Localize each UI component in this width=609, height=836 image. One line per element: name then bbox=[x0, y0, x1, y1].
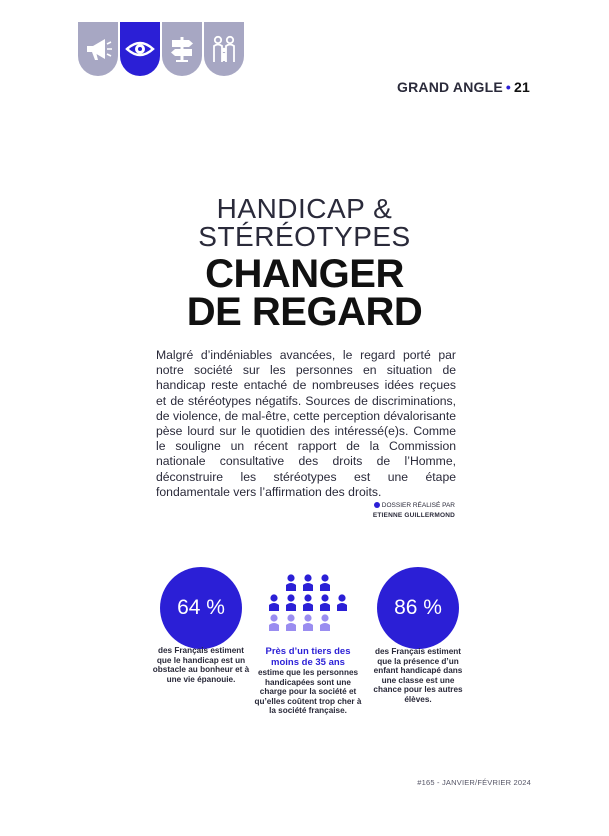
headline-line-1: CHANGER bbox=[205, 252, 404, 296]
eye-icon bbox=[120, 22, 160, 76]
section-header bbox=[397, 79, 530, 95]
people-figures-icon bbox=[266, 572, 352, 638]
person-figure bbox=[286, 574, 296, 591]
intro-paragraph: Malgré d’indéniables avancées, le regard porté par notre société sur les personnes en situation de handicap reste entaché de nombreuses idées reçues et de stéréotypes négatifs. Sources de discriminations, de violence, de mal-être, cette perception dévalorisante pèse lourd sur le quotidien des intéressé(e)s. Comme le souligne un récent rapport de la Commission nationale consultative des droits de l’Homme, déconstruire les stéréotypes est une étape fondamentale vers l’affirmation des droits. bbox=[156, 348, 456, 499]
stat-1-text: des Français estiment que le handicap est un obstacle au bonheur et à une vie épanouie. bbox=[152, 646, 250, 684]
person-figure bbox=[286, 594, 296, 611]
person-figure bbox=[269, 614, 279, 631]
page-number: 21 bbox=[514, 79, 530, 95]
person-figure bbox=[303, 594, 313, 611]
stat-2-text: estime que les personnes handicapées sont une charge pour la société et qu’elles coûtent trop cher à la société française. bbox=[254, 668, 362, 716]
credit-label: DOSSIER RÉALISÉ PAR bbox=[381, 502, 455, 509]
person-figure bbox=[320, 614, 330, 631]
credit-author: ETIENNE GUILLERMOND bbox=[372, 512, 455, 519]
person-figure bbox=[337, 594, 347, 611]
person-figure bbox=[303, 574, 313, 591]
kicker-line-1: HANDICAP & bbox=[216, 193, 393, 224]
megaphone-icon bbox=[78, 22, 118, 76]
family-icon bbox=[204, 22, 244, 76]
stat-3-circle bbox=[377, 567, 459, 649]
person-figure bbox=[320, 594, 330, 611]
bullet-dot-icon bbox=[374, 502, 380, 508]
stat-3-value: 86 % bbox=[394, 596, 442, 619]
section-separator: • bbox=[505, 79, 512, 95]
signpost-icon bbox=[162, 22, 202, 76]
person-figure bbox=[303, 614, 313, 631]
person-figure bbox=[320, 574, 330, 591]
stat-1-value: 64 % bbox=[177, 596, 225, 619]
kicker-line-2: STÉRÉOTYPES bbox=[198, 221, 411, 252]
headline-line-2: DE REGARD bbox=[186, 290, 423, 334]
stat-3-text: des Français estiment que la présence d’un enfant handicapé dans une classe est une chance pour les autres élèves. bbox=[373, 647, 463, 704]
issue-footer: #165 - JANVIER/FÉVRIER 2024 bbox=[417, 778, 531, 787]
person-figure bbox=[286, 614, 296, 631]
section-title: GRAND ANGLE bbox=[397, 79, 503, 95]
person-figure bbox=[269, 594, 279, 611]
stat-1-circle bbox=[160, 567, 242, 649]
category-icons bbox=[78, 22, 244, 76]
stat-2-highlight: Près d’un tiers des moins de 35 ans bbox=[265, 646, 351, 668]
credit bbox=[373, 501, 455, 521]
stat-2-text-block bbox=[252, 646, 364, 716]
